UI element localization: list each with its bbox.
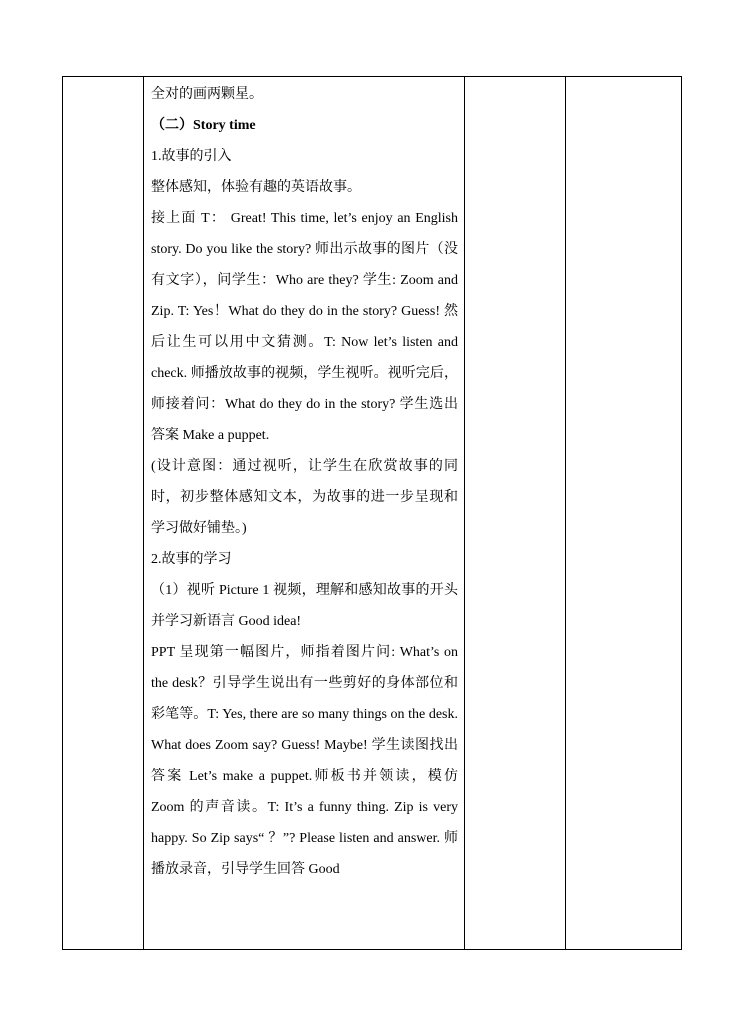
paragraph-overall-perception: 整体感知，体验有趣的英语故事。 [151,180,361,195]
column-divider-3 [565,77,566,949]
lesson-content-cell [143,77,464,885]
column-divider-2 [464,77,465,949]
paragraph-stars: 全对的画两颗星。 [151,87,263,102]
paragraph-picture-1: （1）视听 Picture 1 视频，理解和感知故事的开头并学习新语言 Good idea! [151,583,458,629]
lesson-table [62,76,682,950]
paragraph-story-intro-activity: 接上面 T： Great! This time, let’s enjoy an English story. Do you like the story? 师出示故事的图片（没有文字），问学生：Who are they? 学生: Zoom and Zip. T: Yes！What do they do in the story? Guess! 然后让生可以用中文猜测。T: Now let’s listen and check. 师播放故事的视频，学生视听。视听完后，师接着问：What do they do in the story? 学生选出答案 Make a puppet. [151,211,458,443]
subheading-story-intro: 1.故事的引入 [151,149,232,164]
paragraph-ppt-activity: PPT 呈现第一幅图片，师指着图片问: What’s on the desk？引导学生说出有一些剪好的身体部位和彩笔等。T: Yes, there are so many things on the desk. What does Zoom say? Guess! Maybe! 学生读图找出答案 Let’s make a puppet.师板书并领读，模仿 Zoom 的声音读。T: It’s a funny thing. Zip is very happy. So Zip says“ ？”? Please listen and answer. 师播放录音，引导学生回答 Good [151,645,458,877]
section-heading-story-time: （二）Story time [151,118,256,133]
paragraph-design-intent: (设计意图：通过视听，让学生在欣赏故事的同时，初步整体感知文本，为故事的进一步呈现和学习做好铺垫。) [151,459,458,536]
subheading-story-learning: 2.故事的学习 [151,552,232,567]
